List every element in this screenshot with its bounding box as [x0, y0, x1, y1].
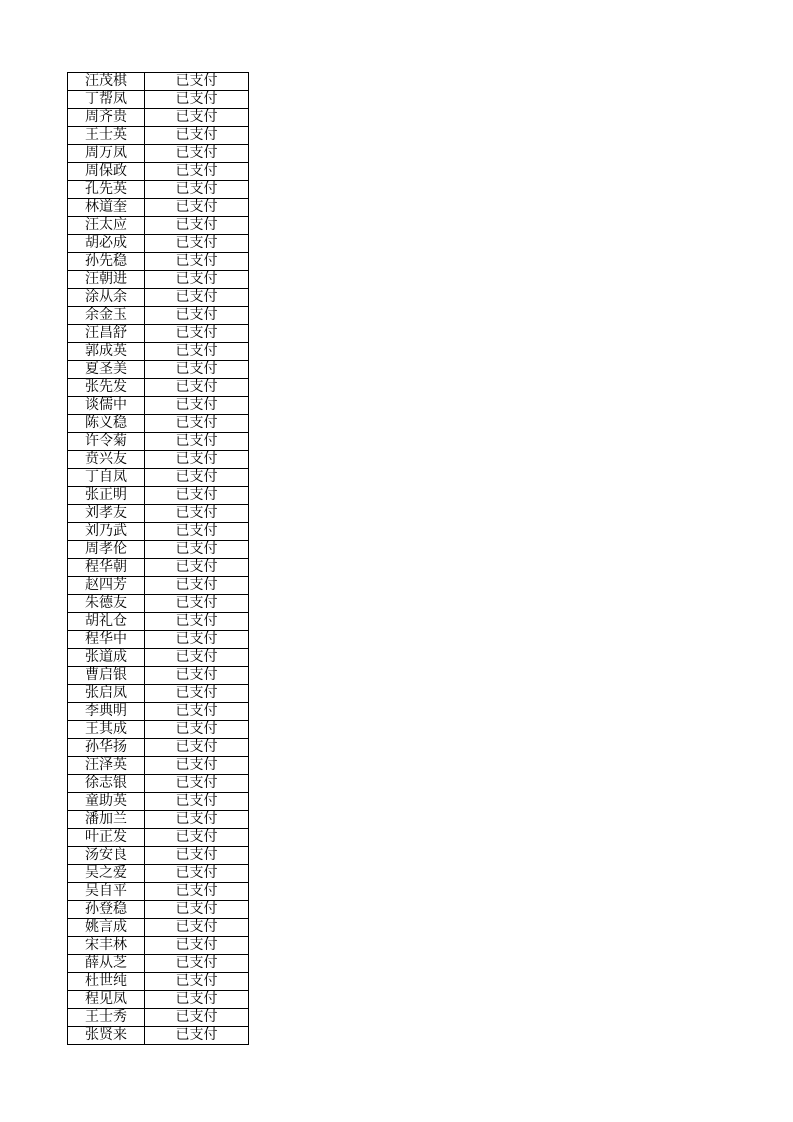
name-cell: 刘孝友	[68, 505, 145, 523]
payment-status-cell: 已支付	[145, 271, 249, 289]
name-cell: 孔先英	[68, 181, 145, 199]
name-cell: 朱德友	[68, 595, 145, 613]
payment-table-body	[68, 73, 249, 1045]
payment-status-cell: 已支付	[145, 595, 249, 613]
table-row	[68, 325, 249, 343]
payment-status-cell: 已支付	[145, 217, 249, 235]
name-cell: 张道成	[68, 649, 145, 667]
table-row	[68, 1009, 249, 1027]
table-row	[68, 595, 249, 613]
name-cell: 张正明	[68, 487, 145, 505]
table-row	[68, 379, 249, 397]
payment-status-cell: 已支付	[145, 847, 249, 865]
payment-status-cell: 已支付	[145, 379, 249, 397]
payment-status-cell: 已支付	[145, 289, 249, 307]
table-row	[68, 217, 249, 235]
table-row	[68, 181, 249, 199]
payment-status-cell: 已支付	[145, 433, 249, 451]
payment-status-cell: 已支付	[145, 541, 249, 559]
payment-table	[67, 72, 249, 1045]
payment-status-cell: 已支付	[145, 775, 249, 793]
table-row	[68, 253, 249, 271]
payment-status-cell: 已支付	[145, 829, 249, 847]
table-row	[68, 559, 249, 577]
table-row	[68, 469, 249, 487]
table-row	[68, 919, 249, 937]
payment-status-cell: 已支付	[145, 577, 249, 595]
name-cell: 薛从芝	[68, 955, 145, 973]
table-row	[68, 199, 249, 217]
table-row	[68, 703, 249, 721]
payment-status-cell: 已支付	[145, 613, 249, 631]
name-cell: 周孝伦	[68, 541, 145, 559]
table-row	[68, 505, 249, 523]
name-cell: 孙登稳	[68, 901, 145, 919]
payment-status-cell: 已支付	[145, 73, 249, 91]
table-row	[68, 397, 249, 415]
name-cell: 郭成英	[68, 343, 145, 361]
table-row	[68, 343, 249, 361]
table-row	[68, 235, 249, 253]
payment-status-cell: 已支付	[145, 793, 249, 811]
payment-status-cell: 已支付	[145, 811, 249, 829]
payment-status-cell: 已支付	[145, 901, 249, 919]
name-cell: 曹启银	[68, 667, 145, 685]
name-cell: 汪昌舒	[68, 325, 145, 343]
payment-status-cell: 已支付	[145, 955, 249, 973]
payment-status-cell: 已支付	[145, 145, 249, 163]
payment-status-cell: 已支付	[145, 703, 249, 721]
table-row	[68, 73, 249, 91]
table-row	[68, 91, 249, 109]
payment-status-cell: 已支付	[145, 739, 249, 757]
name-cell: 潘加兰	[68, 811, 145, 829]
name-cell: 涂从余	[68, 289, 145, 307]
table-row	[68, 811, 249, 829]
name-cell: 胡礼仓	[68, 613, 145, 631]
table-row	[68, 613, 249, 631]
name-cell: 汪太应	[68, 217, 145, 235]
payment-status-cell: 已支付	[145, 343, 249, 361]
name-cell: 汪茂棋	[68, 73, 145, 91]
table-row	[68, 163, 249, 181]
payment-status-cell: 已支付	[145, 253, 249, 271]
table-row	[68, 541, 249, 559]
table-row	[68, 451, 249, 469]
name-cell: 张启凤	[68, 685, 145, 703]
payment-status-cell: 已支付	[145, 307, 249, 325]
name-cell: 陈义稳	[68, 415, 145, 433]
table-row	[68, 685, 249, 703]
payment-status-cell: 已支付	[145, 181, 249, 199]
name-cell: 贲兴友	[68, 451, 145, 469]
name-cell: 汤安良	[68, 847, 145, 865]
table-row	[68, 973, 249, 991]
name-cell: 汪朝进	[68, 271, 145, 289]
table-row	[68, 757, 249, 775]
payment-status-cell: 已支付	[145, 397, 249, 415]
name-cell: 周万凤	[68, 145, 145, 163]
name-cell: 宋丰林	[68, 937, 145, 955]
table-row	[68, 847, 249, 865]
name-cell: 丁帮凤	[68, 91, 145, 109]
payment-status-cell: 已支付	[145, 649, 249, 667]
name-cell: 孙先稳	[68, 253, 145, 271]
payment-status-cell: 已支付	[145, 415, 249, 433]
payment-status-cell: 已支付	[145, 109, 249, 127]
payment-status-cell: 已支付	[145, 127, 249, 145]
table-row	[68, 577, 249, 595]
payment-status-cell: 已支付	[145, 487, 249, 505]
table-row	[68, 109, 249, 127]
name-cell: 李典明	[68, 703, 145, 721]
payment-status-cell: 已支付	[145, 325, 249, 343]
name-cell: 周保政	[68, 163, 145, 181]
table-row	[68, 289, 249, 307]
payment-status-cell: 已支付	[145, 163, 249, 181]
table-row	[68, 433, 249, 451]
table-row	[68, 145, 249, 163]
payment-status-cell: 已支付	[145, 937, 249, 955]
name-cell: 许令菊	[68, 433, 145, 451]
table-row	[68, 865, 249, 883]
table-row	[68, 955, 249, 973]
name-cell: 赵四芳	[68, 577, 145, 595]
payment-status-cell: 已支付	[145, 667, 249, 685]
payment-status-cell: 已支付	[145, 883, 249, 901]
table-row	[68, 667, 249, 685]
name-cell: 胡必成	[68, 235, 145, 253]
payment-status-cell: 已支付	[145, 631, 249, 649]
name-cell: 张先发	[68, 379, 145, 397]
name-cell: 谈儒中	[68, 397, 145, 415]
table-row	[68, 1027, 249, 1045]
table-row	[68, 991, 249, 1009]
payment-status-cell: 已支付	[145, 235, 249, 253]
payment-status-cell: 已支付	[145, 685, 249, 703]
name-cell: 张贤来	[68, 1027, 145, 1045]
name-cell: 徐志银	[68, 775, 145, 793]
table-row	[68, 415, 249, 433]
name-cell: 姚言成	[68, 919, 145, 937]
payment-status-cell: 已支付	[145, 199, 249, 217]
payment-status-cell: 已支付	[145, 919, 249, 937]
name-cell: 王士英	[68, 127, 145, 145]
name-cell: 王其成	[68, 721, 145, 739]
name-cell: 丁自凤	[68, 469, 145, 487]
table-row	[68, 307, 249, 325]
table-row	[68, 937, 249, 955]
payment-status-cell: 已支付	[145, 559, 249, 577]
table-row	[68, 487, 249, 505]
name-cell: 夏圣美	[68, 361, 145, 379]
table-row	[68, 829, 249, 847]
table-row	[68, 631, 249, 649]
table-row	[68, 649, 249, 667]
payment-status-cell: 已支付	[145, 361, 249, 379]
name-cell: 王士秀	[68, 1009, 145, 1027]
name-cell: 孙华扬	[68, 739, 145, 757]
payment-status-cell: 已支付	[145, 451, 249, 469]
payment-status-cell: 已支付	[145, 757, 249, 775]
table-row	[68, 361, 249, 379]
payment-status-cell: 已支付	[145, 523, 249, 541]
name-cell: 吴之爱	[68, 865, 145, 883]
payment-status-cell: 已支付	[145, 1009, 249, 1027]
name-cell: 程华中	[68, 631, 145, 649]
table-row	[68, 271, 249, 289]
name-cell: 刘乃武	[68, 523, 145, 541]
payment-status-cell: 已支付	[145, 469, 249, 487]
payment-status-cell: 已支付	[145, 865, 249, 883]
table-row	[68, 883, 249, 901]
payment-status-cell: 已支付	[145, 505, 249, 523]
name-cell: 叶正发	[68, 829, 145, 847]
table-row	[68, 775, 249, 793]
table-row	[68, 523, 249, 541]
name-cell: 周齐贵	[68, 109, 145, 127]
table-row	[68, 793, 249, 811]
name-cell: 程见凤	[68, 991, 145, 1009]
payment-status-cell: 已支付	[145, 721, 249, 739]
name-cell: 汪泽英	[68, 757, 145, 775]
payment-status-cell: 已支付	[145, 991, 249, 1009]
table-row	[68, 901, 249, 919]
payment-status-cell: 已支付	[145, 1027, 249, 1045]
payment-status-cell: 已支付	[145, 973, 249, 991]
name-cell: 程华朝	[68, 559, 145, 577]
name-cell: 林道奎	[68, 199, 145, 217]
table-row	[68, 739, 249, 757]
name-cell: 童助英	[68, 793, 145, 811]
name-cell: 吴自平	[68, 883, 145, 901]
table-row	[68, 721, 249, 739]
payment-status-cell: 已支付	[145, 91, 249, 109]
table-row	[68, 127, 249, 145]
name-cell: 余金玉	[68, 307, 145, 325]
name-cell: 杜世纯	[68, 973, 145, 991]
